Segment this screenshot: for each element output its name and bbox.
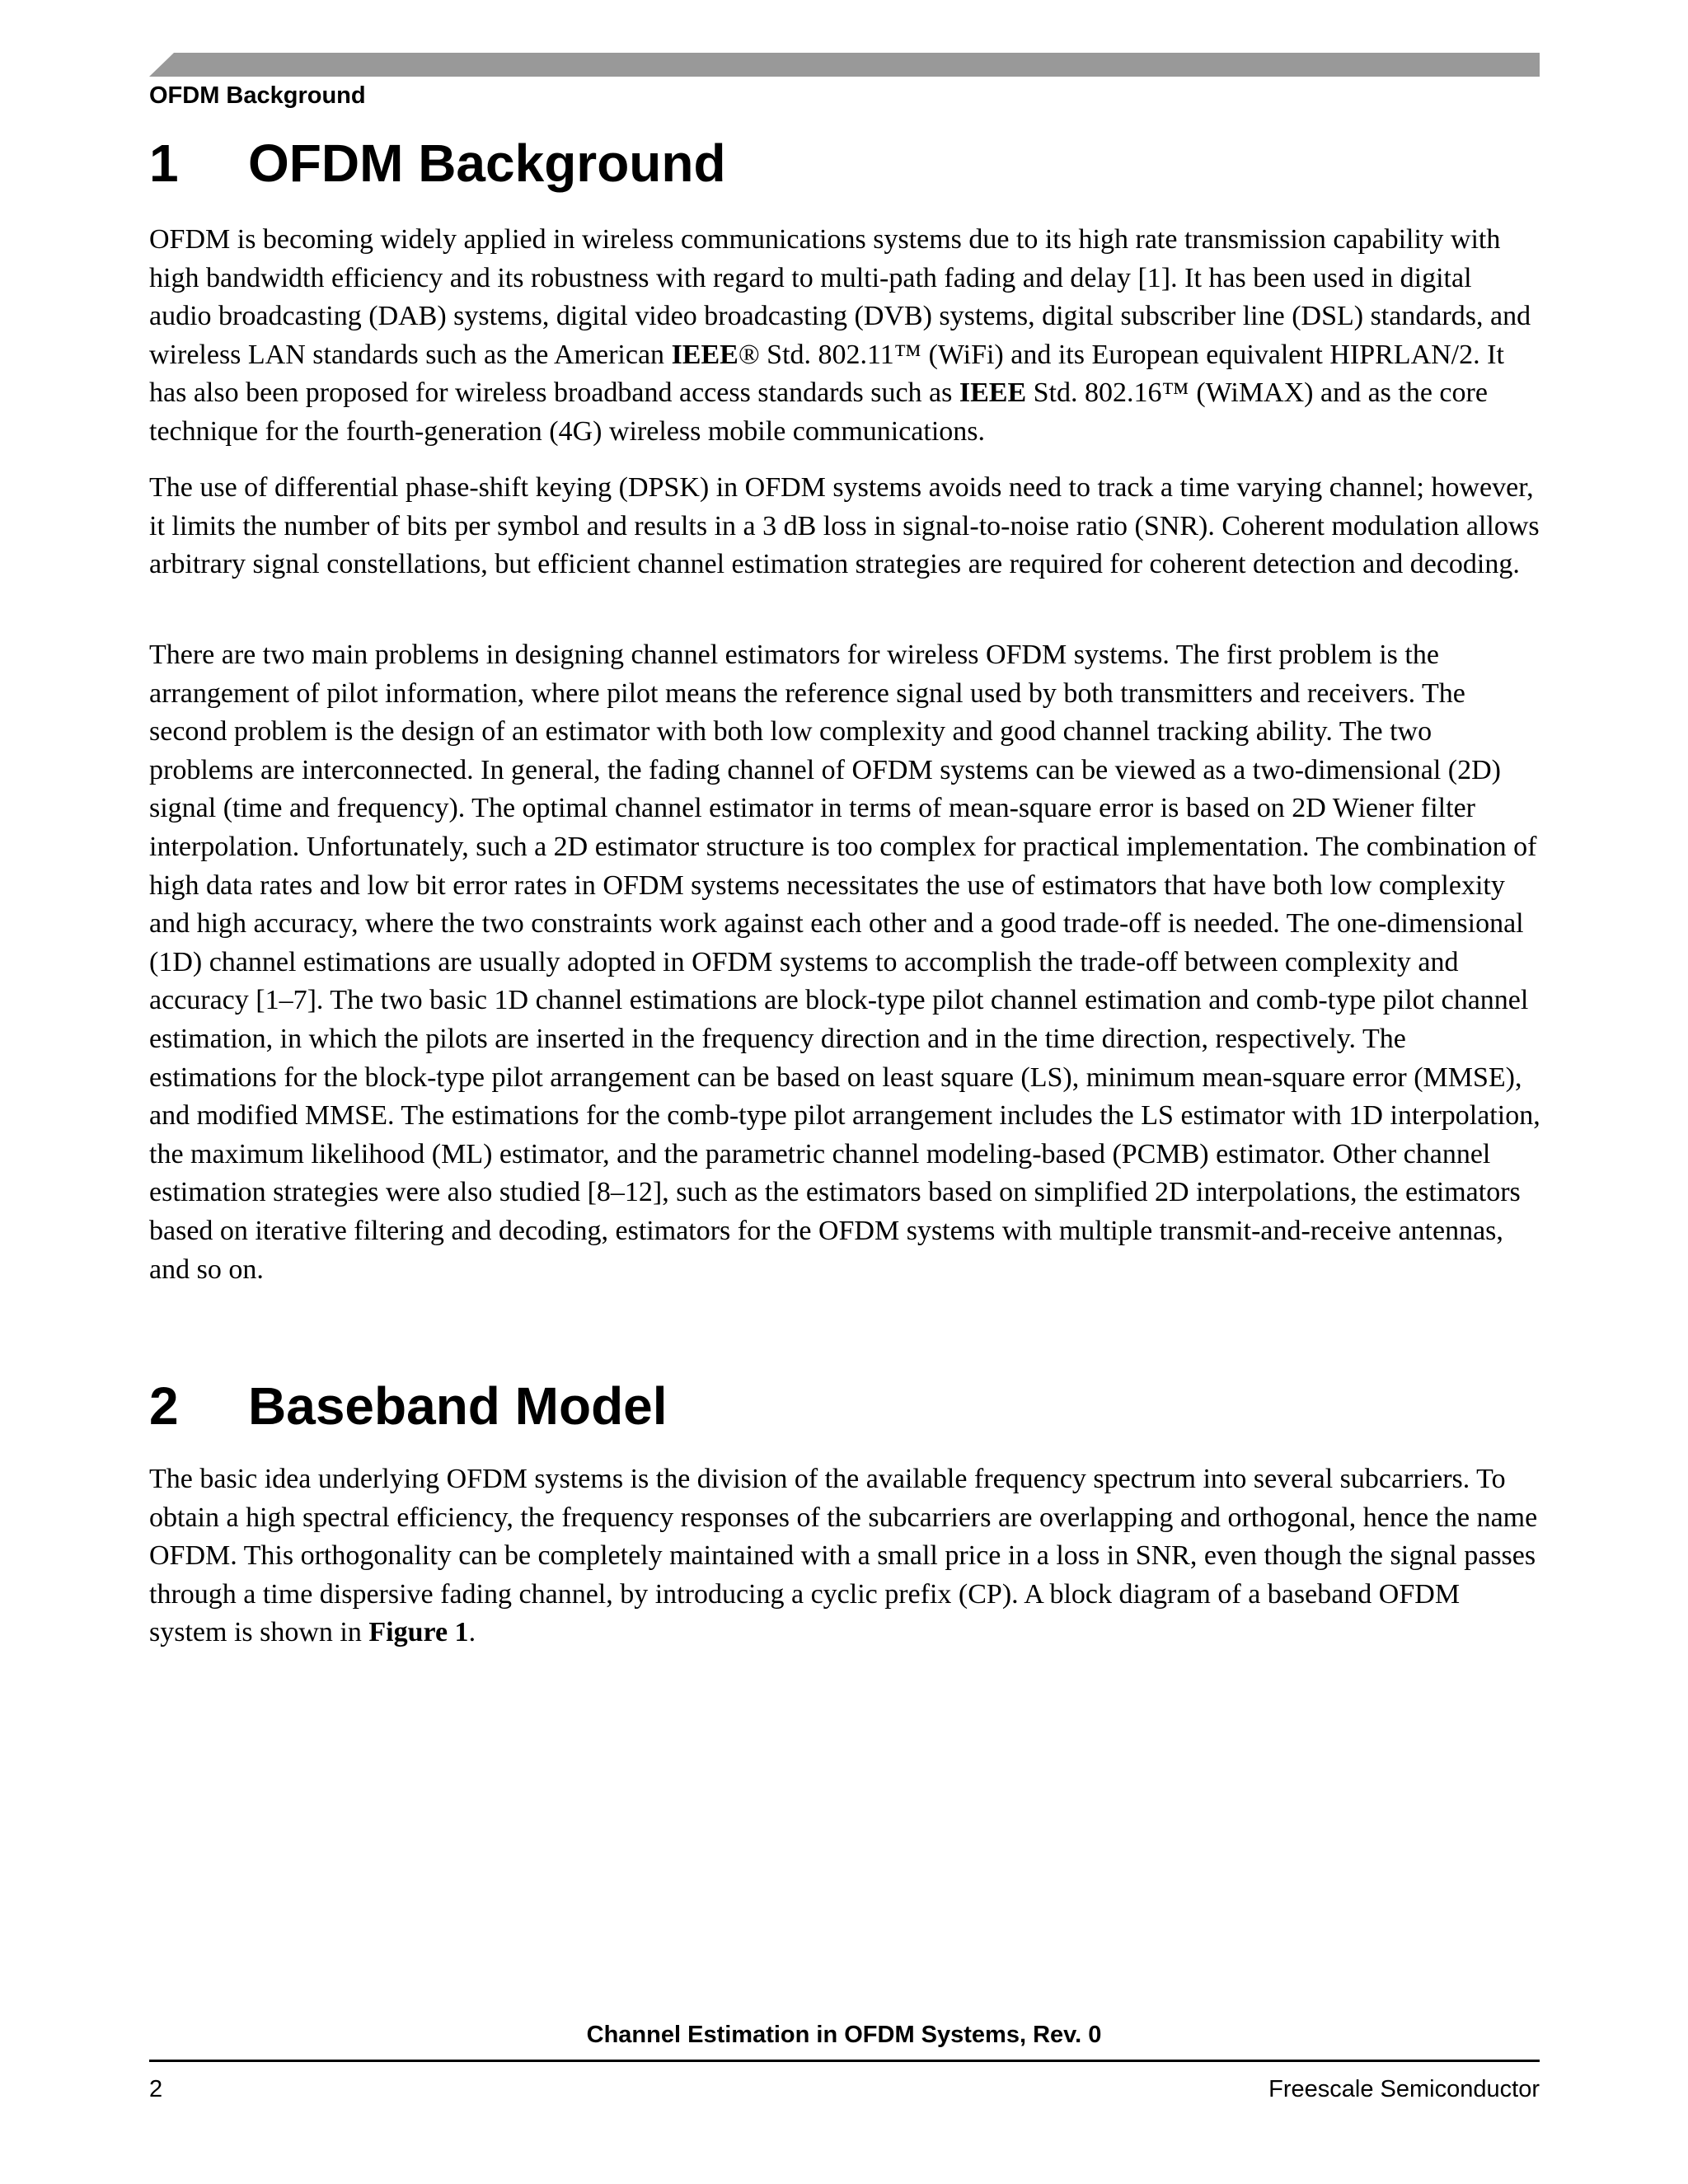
header-bar-shape [149,53,1540,77]
footer-company: Freescale Semiconductor [1268,2076,1540,2102]
paragraph-text: Std. 802.16™ (WiMAX) and as the core technique for the fourth-generation (4G) wireless mobile communications. [149,377,1488,447]
header-bar [149,53,1540,77]
page-number: 2 [149,2076,163,2102]
section-1-paragraph-1 [149,221,1540,452]
section-2-number: 2 [149,1376,179,1436]
section-2-paragraph-1 [149,1460,1540,1652]
section-1-title: OFDM Background [248,134,726,193]
paragraph-text: OFDM is becoming widely applied in wireless communications systems due to its high rate transmission capability with high bandwidth efficiency and its robustness with regard to multi-path fading and delay [1]. It has been used in digital audio broadcasting (DAB) systems, digital video broadcasting (DVB) systems, digital subscriber line (DSL) standards, and wireless LAN standards such as the American [149,224,1531,370]
running-header: OFDM Background [149,82,366,109]
section-2-heading [149,1375,668,1437]
footer-rule [149,2060,1540,2062]
section-1-paragraph-3: There are two main problems in designing channel estimators for wireless OFDM systems. The first problem is the arrangement of pilot information, where pilot means the reference signal used by both transmitters and receivers. The second problem is the design of an estimator with both low complexity and good channel tracking ability. The two problems are interconnected. In general, the fading channel of OFDM systems can be viewed as a two-dimensional (2D) signal (time and frequency). The optimal channel estimator in terms of mean-square error is based on 2D Wiener filter interpolation. Unfortunately, such a 2D estimator structure is too complex for practical implementation. The combination of high data rates and low bit error rates in OFDM systems necessitates the use of estimators that have both low complexity and high accuracy, where the two constraints work against each other and a good trade-off is needed. The one-dimensional (1D) channel estimations are usually adopted in OFDM systems to accomplish the trade-off between complexity and accuracy [1–7]. The two basic 1D channel estimations are block-type pilot channel estimation and comb-type pilot channel estimation, in which the pilots are inserted in the frequency direction and in the time direction, respectively. The estimations for the block-type pilot arrangement can be based on least square (LS), minimum mean-square error (MMSE), and modified MMSE. The estimations for the comb-type pilot arrangement includes the LS estimator with 1D interpolation, the maximum likelihood (ML) estimator, and the parametric channel modeling-based (PCMB) estimator. Other channel estimation strategies were also studied [8–12], such as the estimators based on simplified 2D interpolations, the estimators based on iterative filtering and decoding, estimators for the OFDM systems with multiple transmit-and-receive antennas, and so on. [149,640,1540,1285]
ieee-bold: IEEE [959,377,1027,409]
figure-reference: Figure 1 [368,1617,469,1648]
paragraph-text: . [468,1617,476,1648]
section-1-paragraph-2: The use of differential phase-shift keying (DPSK) in OFDM systems avoids need to track a time varying channel; however, it limits the number of bits per symbol and results in a 3 dB loss in signal-to-noise ratio (SNR). Coherent modulation allows arbitrary signal constellations, but efficient channel estimation strategies are required for coherent detection and decoding. [149,472,1540,580]
section-2-title: Baseband Model [248,1376,668,1436]
footer-document-title: Channel Estimation in OFDM Systems, Rev. 0 [586,2022,1102,2048]
section-1-heading [149,132,726,194]
section-1-number: 1 [149,134,179,193]
paragraph-text: ® Std. 802.11™ (WiFi) and its European equivalent HIPRLAN/2. It has also been proposed for wireless broadband access standards such as [149,339,1504,409]
ieee-bold: IEEE [671,339,738,370]
paragraph-text: The basic idea underlying OFDM systems is the division of the available frequency spectrum into several subcarriers. To obtain a high spectral efficiency, the frequency responses of the subcarriers are overlapping and orthogonal, hence the name OFDM. This orthogonality can be completely maintained with a small price in a loss in SNR, even though the signal passes through a time dispersive fading channel, by introducing a cyclic prefix (CP). A block diagram of a baseband OFDM system is shown in [149,1464,1538,1648]
